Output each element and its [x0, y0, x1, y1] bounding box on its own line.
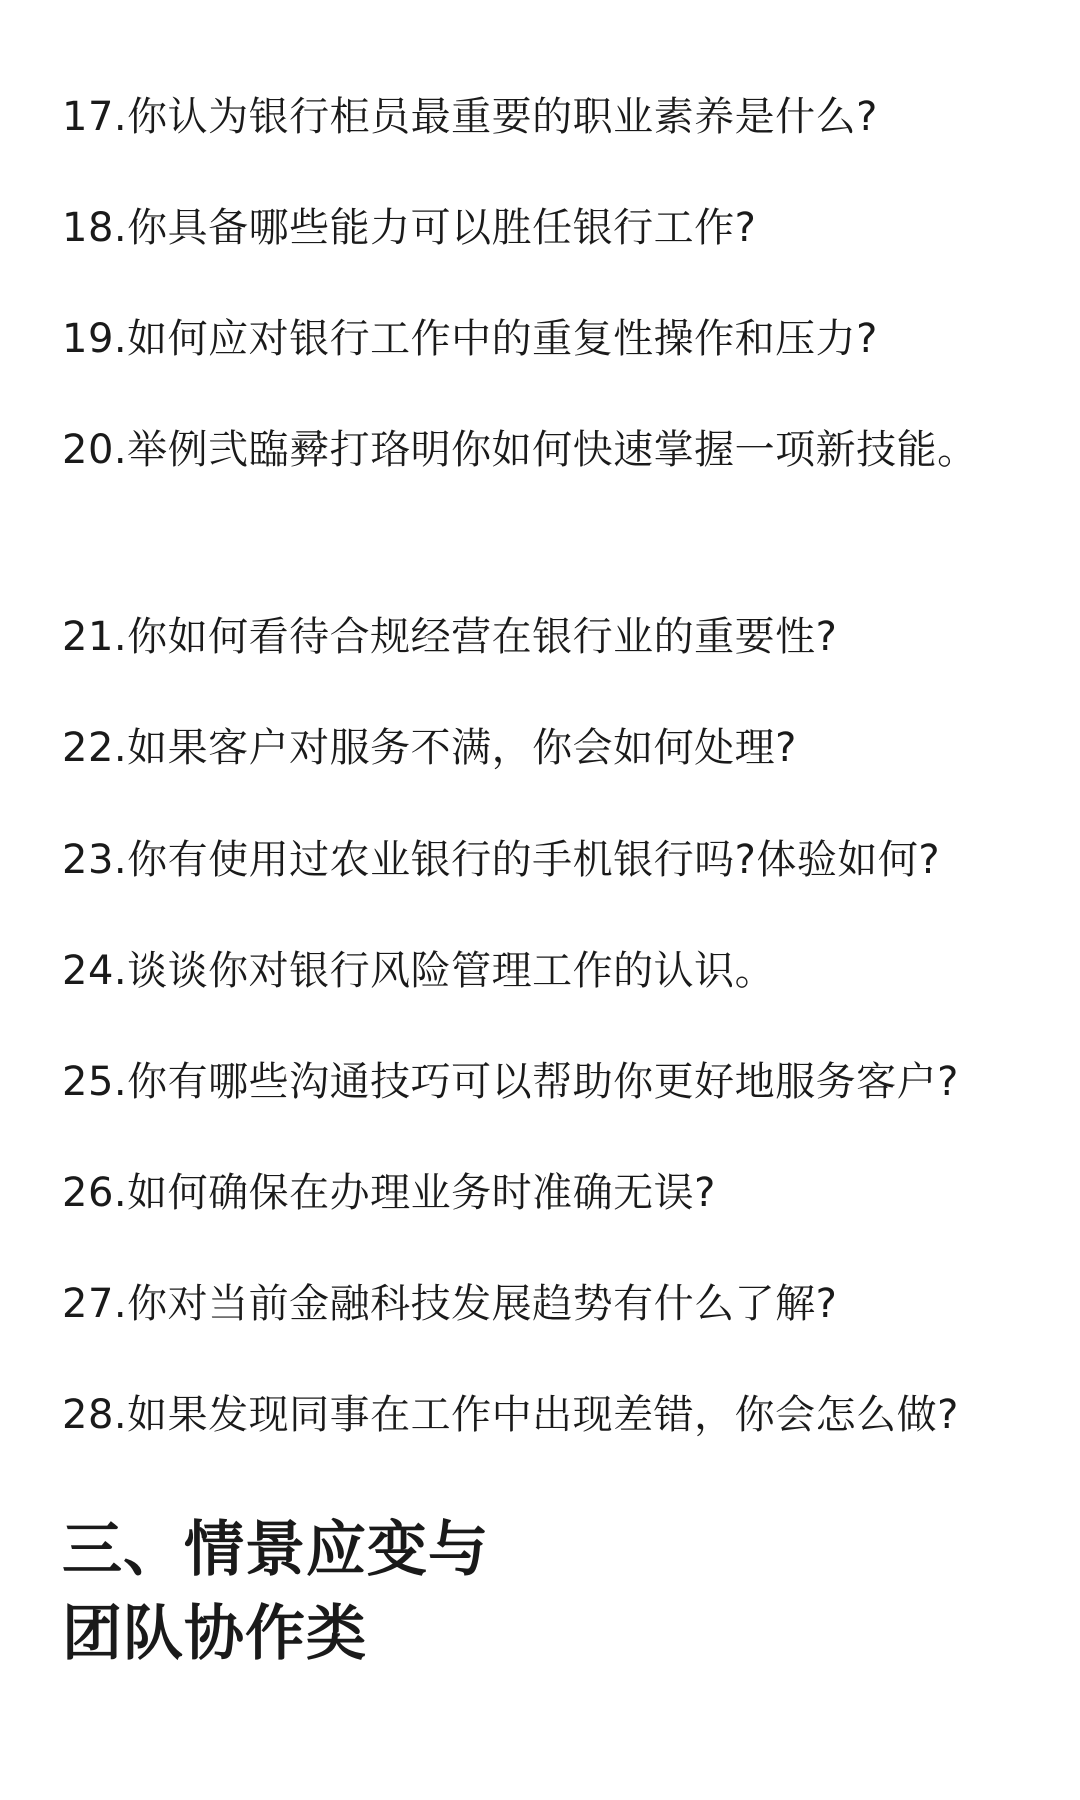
section-heading-line-2: 团队协作类: [62, 1599, 367, 1669]
question-21: 21.你如何看待合规经营在银行业的重要性?: [62, 614, 838, 660]
question-18: 18.你具备哪些能力可以胜任银行工作?: [62, 205, 757, 251]
section-heading-line-1: 三、情景应变与: [62, 1515, 489, 1585]
question-20: 20.举例弐臨彛打珞明你如何快速掌握一项新技能。: [62, 427, 978, 473]
question-25: 25.你有哪些沟通技巧可以帮助你更好地服务客户?: [62, 1059, 959, 1105]
section-heading: [62, 1508, 1032, 1676]
question-27: 27.你对当前金融科技发展趋势有什么了解?: [62, 1281, 838, 1327]
question-28: 28.如果发现同事在工作中出现差错，你会怎么做?: [62, 1392, 959, 1438]
question-23: 23.你有使用过农业银行的手机银行吗?体验如何?: [62, 837, 941, 883]
question-24: 24.谈谈你对银行风险管理工作的认识。: [62, 948, 776, 994]
question-17: 17.你认为银行柜员最重要的职业素养是什么?: [62, 94, 878, 140]
question-22: 22.如果客户对服务不满，你会如何处理?: [62, 725, 797, 771]
question-19: 19.如何应对银行工作中的重复性操作和压力?: [62, 316, 878, 362]
question-26: 26.如何确保在办理业务时准确无误?: [62, 1170, 716, 1216]
